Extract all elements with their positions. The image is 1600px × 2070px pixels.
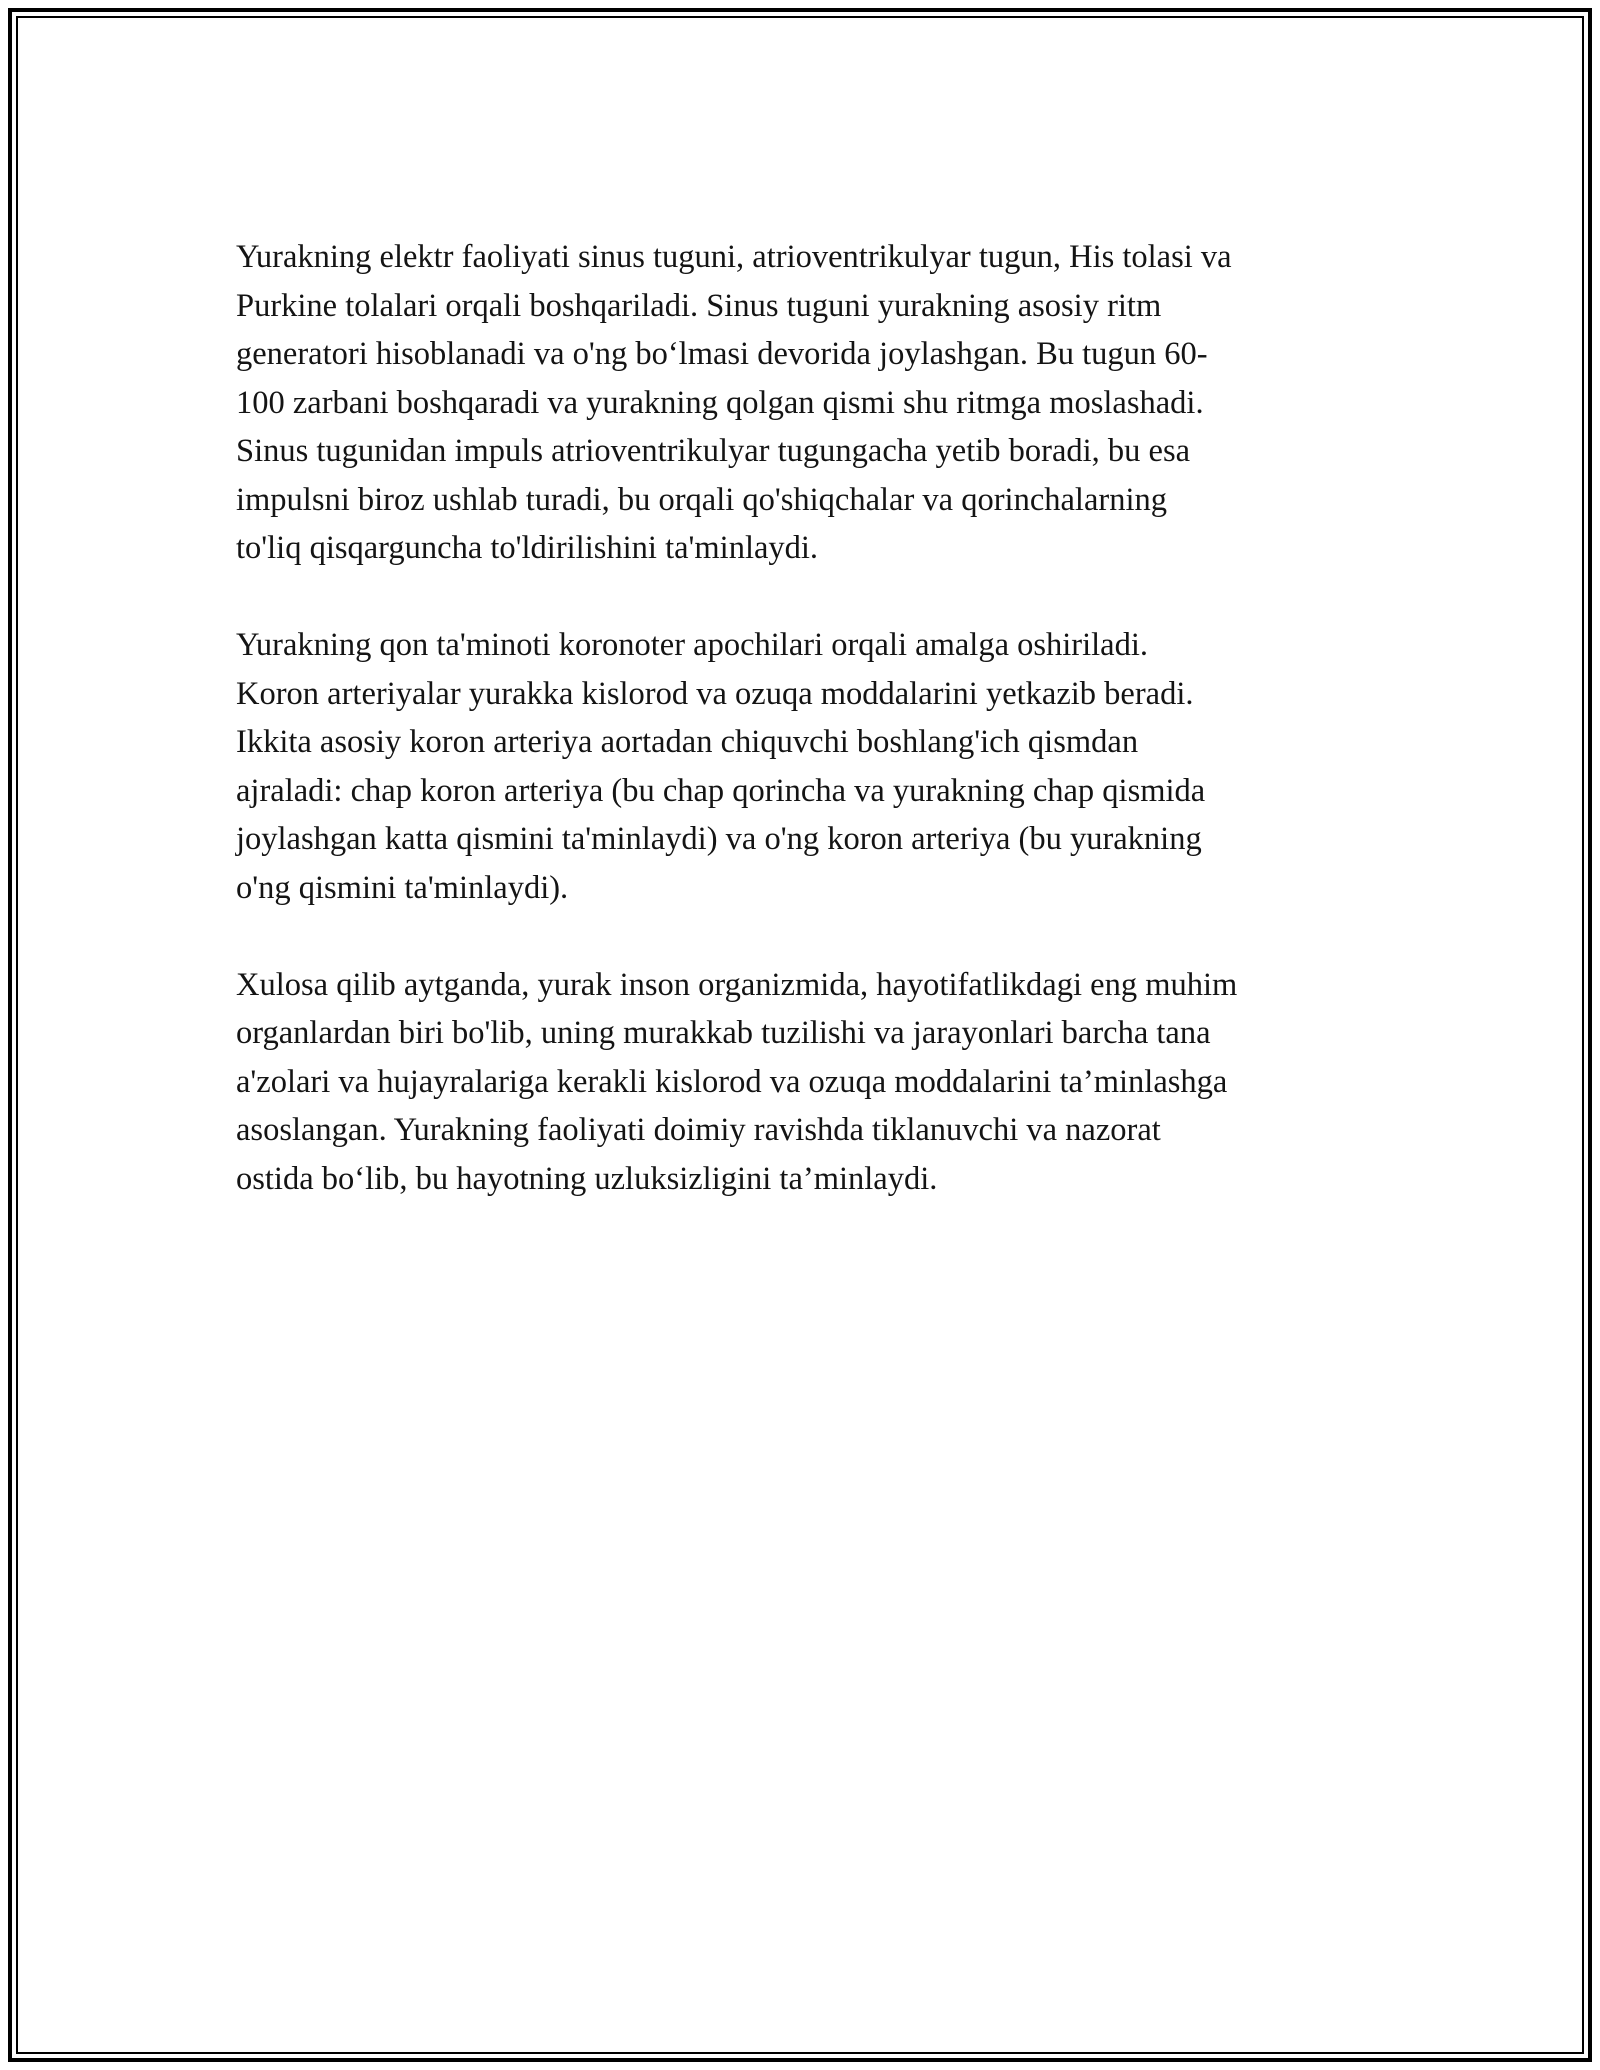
text-line: Sinus tugunidan impuls atrioventrikulyar tugungacha yetib boradi, bu esa [236,433,1191,469]
text-line: 100 zarbani boshqaradi va yurakning qolgan qismi shu ritmga moslashadi. [236,384,1204,421]
text-line: o'ng qismini ta'minlaydi). [236,869,569,906]
text-line: impulsni biroz ushlab turadi, bu orqali qo'shiqchalar va qorinchalarning [236,481,1167,518]
text-line: asoslangan. Yurakning faoliyati doimiy ravishda tiklanuvchi va nazorat [236,1112,1161,1148]
text-line: Yurakning qon ta'minoti koronoter apochilari orqali amalga oshiriladi. [236,627,1149,663]
text-line: organlardan biri bo'lib, uning murakkab tuzilishi va jarayonlari barcha tana [236,1015,1211,1051]
paragraph-conclusion [236,961,1426,1204]
paragraph-blood-supply [236,621,1426,912]
text-line: ostida bo‘lib, bu hayotning uzluksizligini ta’minlaydi. [236,1160,938,1197]
paragraph-electrical-activity [236,233,1426,573]
text-line: Yurakning elektr faoliyati sinus tuguni, atrioventrikulyar tugun, His tolasi va [236,239,1232,275]
text-line: joylashgan katta qismini ta'minlaydi) va o'ng koron arteriya (bu yurakning [236,821,1202,857]
document-body [236,233,1426,1252]
text-line: Purkine tolalari orqali boshqariladi. Sinus tuguni yurakning asosiy ritm [236,287,1162,324]
text-line: ajraladi: chap koron arteriya (bu chap qorincha va yurakning chap qismida [236,772,1206,809]
text-line: Koron arteriyalar yurakka kislorod va ozuqa moddalarini yetkazib beradi. [236,675,1194,712]
text-line: Xulosa qilib aytganda, yurak inson organizmida, hayotifatlikdagi eng muhim [236,966,1238,1003]
text-line: to'liq qisqarguncha to'ldirilishini ta'minlaydi. [236,530,819,566]
text-line: generatori hisoblanadi va o'ng bo‘lmasi devorida joylashgan. Bu tugun 60- [236,336,1208,372]
text-line: Ikkita asosiy koron arteriya aortadan chiquvchi boshlang'ich qismdan [236,724,1139,760]
text-line: a'zolari va hujayralariga kerakli kislorod va ozuqa moddalarini ta’minlashga [236,1063,1228,1100]
